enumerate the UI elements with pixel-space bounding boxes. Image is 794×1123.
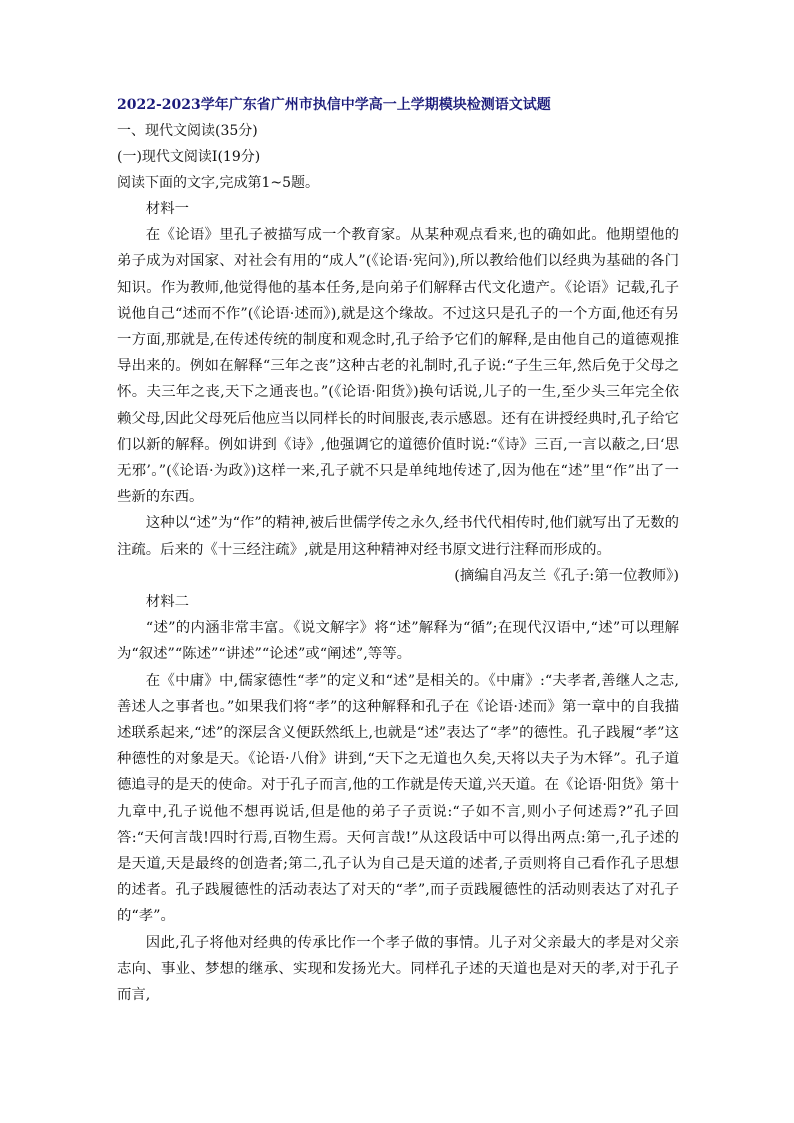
material-two-paragraph: “述”的内涵非常丰富。《说文解字》将“述”解释为“循”;在现代汉语中,“述”可以理解为“叙述”“陈述”“讲述”“论述”或“阐述”,等等。	[117, 620, 679, 663]
material-two-paragraph: 在《中庸》中,儒家德性“孝”的定义和“述”是相关的。《中庸》:“夫孝者,善继人之志,善述人之事者也。”如果我们将“孝”的这种解释和孔子在《论语·述而》第一章中的自我描述联系起来,“述”的深层含义便跃然纸上,也就是“述”表达了“孝”的德性。孔子践履“孝”这种德性的对象是天。《论语·八佾》讲到,“天下之无道也久矣,天将以夫子为木铎”。孔子道德追寻的是天的使命。对于孔子而言,他的工作就是传天道,兴天道。在《论语·阳货》第十九章中,孔子说他不想再说话,但是他的弟子子贡说:“子如不言,则小子何述焉?”孔子回答:“天何言哉!四时行焉,百物生焉。天何言哉!”从这段话中可以得出两点:第一,孔子述的是天道,天是最终的创造者;第二,孔子认为自己是天道的述者,子贡则将自己看作孔子思想的述者。孔子践履德性的活动表达了对天的“孝”,而子贡践履德性的活动则表达了对孔子的“孝”。	[117, 672, 679, 925]
material-one-source: (摘编自冯友兰《孔子:第一位教师》)	[454, 567, 679, 584]
material-one-label: 材料一	[145, 201, 189, 217]
material-two-paragraph: 因此,孔子将他对经典的传承比作一个孝子做的事情。儿子对父亲最大的孝是对父亲志向、事业、梦想的继承、实现和发扬光大。同样孔子述的天道也是对天的孝,对于孔子而言,	[117, 934, 679, 1004]
section-heading: 一、现代文阅读(35分)	[117, 123, 258, 139]
material-two-label: 材料二	[145, 594, 189, 611]
material-one-paragraph: 这种以“述”为“作”的精神,被后世儒学传之永久,经书代代相传时,他们就写出了无数的注疏。后来的《十三经注疏》,就是用这种精神对经书原文进行注释而形成的。	[117, 515, 679, 558]
document-page	[117, 94, 679, 1008]
subsection-heading: (一)现代文阅读Ⅰ(19分)	[117, 149, 261, 165]
material-one-paragraph: 在《论语》里孔子被描写成一个教育家。从某种观点看来,也的确如此。他期望他的弟子成为对国家、对社会有用的“成人”(《论语·宪问》),所以教给他们以经典为基础的各门知识。作为教师,他觉得他的基本任务,是向弟子们解释古代文化遗产。《论语》记载,孔子说他自己“述而不作”(《论语·述而》),就是这个缘故。不过这只是孔子的一个方面,他还有另一方面,那就是,在传述传统的制度和观念时,孔子给予它们的解释,是由他自己的道德观推导出来的。例如在解释“三年之丧”这种古老的礼制时,孔子说:“子生三年,然后免于父母之怀。夫三年之丧,天下之通丧也。”(《论语·阳货》)换句话说,儿子的一生,至少头三年完全依赖父母,因此父母死后他应当以同样长的时间服丧,表示感恩。还有在讲授经典时,孔子给它们以新的解释。例如讲到《诗》,他强调它的道德价值时说:“《诗》三百,一言以蔽之,曰‘思无邪’。”(《论语·为政》)这样一来,孔子就不只是单纯地传述了,因为他在“述”里“作”出了一些新的东西。	[117, 227, 679, 506]
document-title: 2022-2023学年广东省广州市执信中学高一上学期模块检测语文试题	[117, 97, 551, 113]
reading-instruction: 阅读下面的文字,完成第1~5题。	[117, 175, 319, 191]
